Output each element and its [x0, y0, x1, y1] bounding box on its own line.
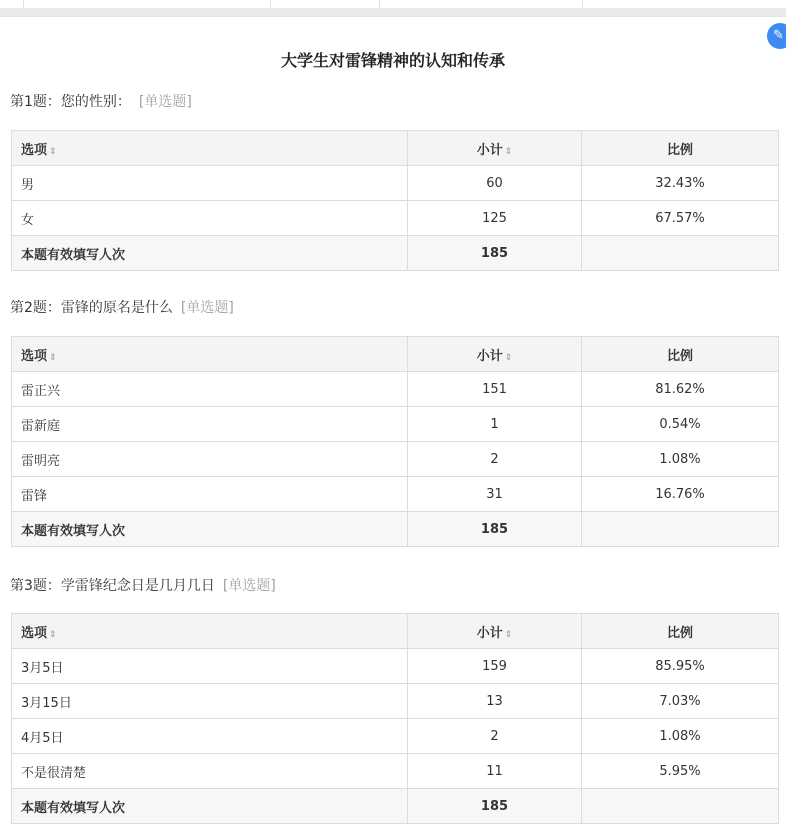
option-cell: 4月5日 — [12, 719, 408, 754]
header-option[interactable]: 选项 ⇕ — [12, 614, 408, 649]
ratio-cell: 0.54% — [582, 407, 779, 442]
sort-icon[interactable]: ⇕ — [49, 146, 57, 157]
total-count: 185 — [408, 512, 582, 547]
sort-icon[interactable]: ⇕ — [49, 629, 57, 640]
header-count[interactable]: 小计 ⇕ — [408, 337, 582, 372]
question-1-heading — [10, 91, 192, 111]
question-2-heading — [10, 297, 234, 317]
ratio-cell: 81.62% — [582, 372, 779, 407]
top-table-remnant — [0, 0, 786, 17]
section-divider — [0, 8, 786, 16]
table-row — [12, 754, 779, 789]
option-cell: 3月5日 — [12, 649, 408, 684]
question-label: 第1题：您的性别： — [10, 94, 131, 110]
header-ratio: 比例 — [582, 131, 779, 166]
option-cell: 3月15日 — [12, 684, 408, 719]
total-label: 本题有效填写人次 — [12, 512, 408, 547]
chat-icon[interactable]: ✎ — [767, 23, 786, 49]
table-row — [12, 407, 779, 442]
table-header-row — [12, 614, 779, 649]
header-ratio: 比例 — [582, 337, 779, 372]
count-cell: 1 — [408, 407, 582, 442]
header-option[interactable]: 选项 ⇕ — [12, 131, 408, 166]
sort-icon[interactable]: ⇕ — [504, 629, 513, 640]
total-label: 本题有效填写人次 — [12, 236, 408, 271]
table-row — [12, 719, 779, 754]
ratio-cell: 1.08% — [582, 442, 779, 477]
table-row — [12, 477, 779, 512]
table-row — [12, 372, 779, 407]
count-cell: 2 — [408, 442, 582, 477]
table-row — [12, 649, 779, 684]
header-count[interactable]: 小计 ⇕ — [408, 614, 582, 649]
column-divider — [379, 0, 380, 8]
question-type: [单选题] — [138, 94, 192, 110]
count-cell: 151 — [408, 372, 582, 407]
table-row — [12, 166, 779, 201]
sort-icon[interactable]: ⇕ — [504, 146, 513, 157]
count-cell: 2 — [408, 719, 582, 754]
ratio-cell: 85.95% — [582, 649, 779, 684]
count-cell: 159 — [408, 649, 582, 684]
option-cell: 雷明亮 — [12, 442, 408, 477]
table-row — [12, 201, 779, 236]
column-divider — [582, 0, 583, 8]
question-type: [单选题] — [180, 300, 234, 316]
table-header-row — [12, 337, 779, 372]
table-row — [12, 442, 779, 477]
total-row — [12, 789, 779, 824]
header-option[interactable]: 选项 ⇕ — [12, 337, 408, 372]
total-empty — [582, 789, 779, 824]
total-row — [12, 236, 779, 271]
question-label: 第3题：学雷锋纪念日是几月几日 — [10, 578, 215, 594]
question-type: [单选题] — [222, 578, 276, 594]
header-ratio: 比例 — [582, 614, 779, 649]
ratio-cell: 5.95% — [582, 754, 779, 789]
ratio-cell: 16.76% — [582, 477, 779, 512]
option-cell: 不是很清楚 — [12, 754, 408, 789]
question-label: 第2题：雷锋的原名是什么 — [10, 300, 173, 316]
column-divider — [270, 0, 271, 8]
count-cell: 11 — [408, 754, 582, 789]
survey-title: 大学生对雷锋精神的认知和传承 — [280, 51, 505, 70]
question-1-table — [11, 130, 779, 271]
table-header-row — [12, 131, 779, 166]
option-cell: 雷新庭 — [12, 407, 408, 442]
question-3-table — [11, 613, 779, 824]
ratio-cell: 7.03% — [582, 684, 779, 719]
option-cell: 男 — [12, 166, 408, 201]
total-empty — [582, 236, 779, 271]
total-label: 本题有效填写人次 — [12, 789, 408, 824]
option-cell: 雷锋 — [12, 477, 408, 512]
ratio-cell: 67.57% — [582, 201, 779, 236]
sort-icon[interactable]: ⇕ — [49, 352, 57, 363]
ratio-cell: 32.43% — [582, 166, 779, 201]
sort-icon[interactable]: ⇕ — [504, 352, 513, 363]
total-count: 185 — [408, 236, 582, 271]
count-cell: 60 — [408, 166, 582, 201]
total-row — [12, 512, 779, 547]
ratio-cell: 1.08% — [582, 719, 779, 754]
count-cell: 125 — [408, 201, 582, 236]
count-cell: 13 — [408, 684, 582, 719]
header-count[interactable]: 小计 ⇕ — [408, 131, 582, 166]
question-2-table — [11, 336, 779, 547]
question-3-heading — [10, 575, 276, 595]
total-count: 185 — [408, 789, 582, 824]
option-cell: 女 — [12, 201, 408, 236]
column-divider — [23, 0, 24, 8]
count-cell: 31 — [408, 477, 582, 512]
option-cell: 雷正兴 — [12, 372, 408, 407]
total-empty — [582, 512, 779, 547]
table-row — [12, 684, 779, 719]
